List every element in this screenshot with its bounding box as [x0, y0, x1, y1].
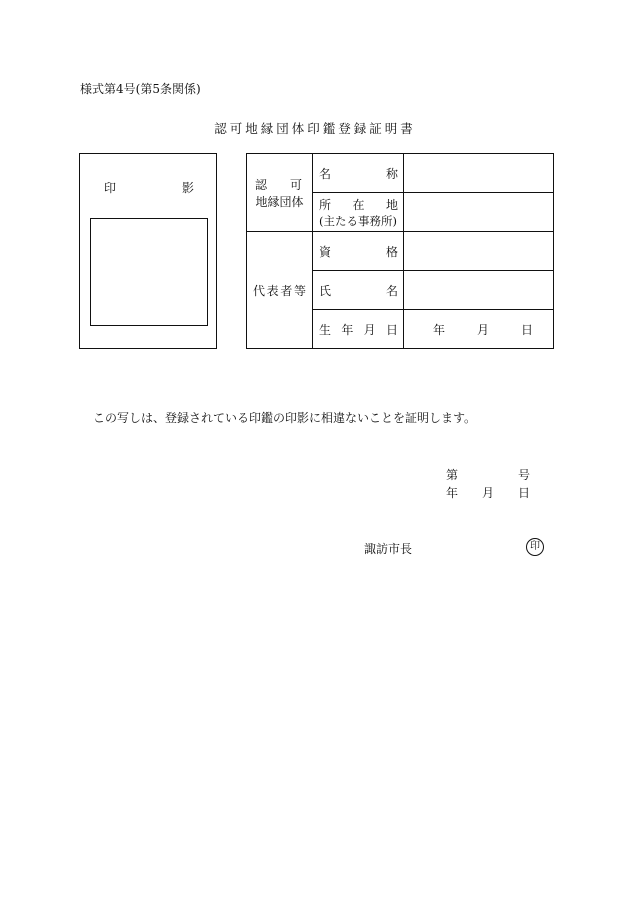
date-char: 日: [520, 322, 533, 337]
field-label-name: [313, 154, 404, 193]
field-value-address: [404, 193, 554, 232]
field-label-address: [313, 193, 404, 232]
field-char: 在: [352, 197, 365, 212]
field-label-birthdate: [313, 310, 404, 349]
seal-imprint-area: [90, 218, 208, 326]
field-value-person-name: [404, 271, 554, 310]
field-char: 資: [319, 244, 332, 259]
field-char: 名: [319, 166, 332, 181]
issue-char: 月: [481, 486, 494, 500]
date-char: 年: [432, 322, 445, 337]
field-char: 生: [319, 322, 332, 337]
group-label-char: 者: [280, 283, 293, 298]
field-label-person-name: [313, 271, 404, 310]
seal-label-char: 印: [104, 181, 117, 195]
issue-date: [446, 484, 530, 501]
field-char: 月: [363, 322, 376, 337]
field-char: 格: [385, 244, 398, 259]
field-char: 名: [385, 283, 398, 298]
group-label-line: 地縁団体: [255, 194, 304, 209]
field-char: 称: [385, 166, 398, 181]
certification-statement: この写しは、登録されている印鑑の印影に相違ないことを証明します。: [93, 411, 477, 425]
field-sublabel: (主たる事務所): [319, 213, 397, 228]
mayor-title: 諏訪市長: [364, 542, 413, 556]
group-label-char: 代: [253, 283, 266, 298]
group-representative: [247, 232, 313, 349]
field-value-name: [404, 154, 554, 193]
form-number: 様式第4号(第5条関係): [80, 82, 201, 96]
field-char: 地: [385, 197, 398, 212]
document-title: 認可地縁団体印鑑登録証明書: [214, 121, 416, 136]
seal-impression-box: [79, 153, 217, 349]
issue-number: [446, 466, 530, 483]
field-char: 年: [341, 322, 354, 337]
group-label-char: 可: [289, 177, 302, 192]
field-char: 日: [385, 322, 398, 337]
seal-label-char: 影: [181, 181, 194, 195]
group-label-char: 認: [255, 177, 268, 192]
field-char: 所: [319, 197, 332, 212]
date-char: 月: [476, 322, 489, 337]
group-label-char: 表: [266, 283, 279, 298]
issue-char: 日: [517, 486, 530, 500]
registration-info-table: [246, 153, 554, 349]
field-char: 氏: [319, 283, 332, 298]
issue-char: 第: [446, 468, 459, 482]
issue-char: 号: [517, 468, 530, 482]
group-label-char: 等: [293, 283, 306, 298]
field-value-birthdate: [404, 310, 554, 349]
group-authorized-community: [247, 154, 313, 232]
field-value-qualification: [404, 232, 554, 271]
official-seal-mark: 印: [526, 538, 544, 556]
issue-char: 年: [446, 486, 459, 500]
field-label-qualification: [313, 232, 404, 271]
